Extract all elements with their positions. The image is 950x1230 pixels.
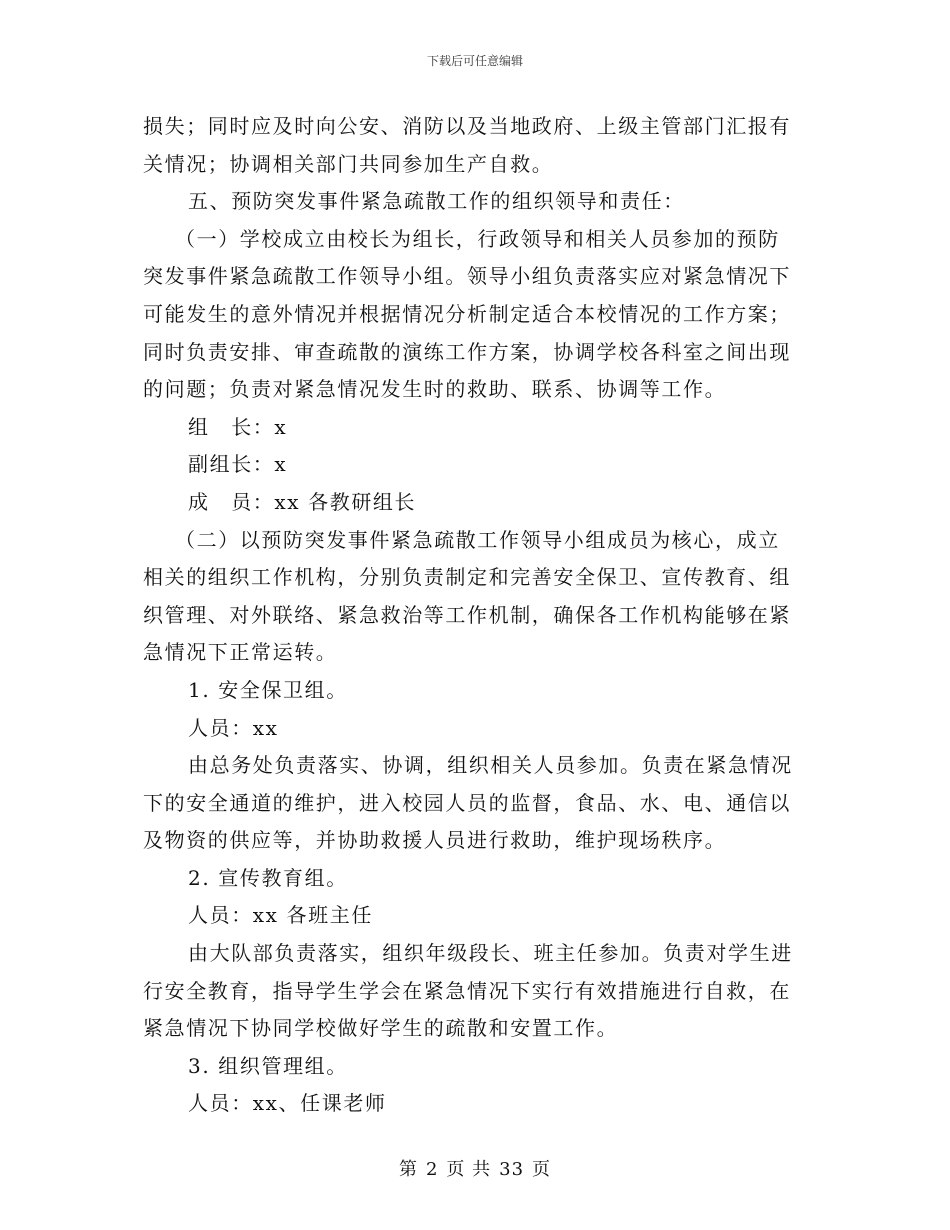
paragraph-line: 突发事件紧急疏散工作领导小组。领导小组负责落实应对紧急情况下 [143,264,791,289]
member-line: 副组长：x [188,452,288,477]
paragraph-line: 损失；同时应及时向公安、消防以及当地政府、上级主管部门汇报有 [143,114,791,138]
subsection-heading: 3. 组织管理组。 [188,1053,348,1078]
page-number-current: 2 [425,1159,439,1180]
paragraph-line: 由大队部负责落实，组织年级段长、班主任参加。负责对学生进 [188,941,793,966]
subsection-heading: 2. 宣传教育组。 [188,865,348,890]
paragraph-line: 紧急情况下协同学校做好学生的疏散和安置工作。 [143,1016,619,1041]
member-line: 人员：xx [188,715,279,740]
section-heading: 五、预防突发事件紧急疏散工作的组织领导和责任： [188,189,685,214]
member-line: 组 长：x [188,414,288,439]
paragraph-line: （一）学校成立由校长为组长，行政领导和相关人员参加的预防 [175,226,780,251]
member-line: 成 员：xx 各教研组长 [188,489,417,514]
paragraph-line: 由总务处负责落实、协调，组织相关人员参加。负责在紧急情况 [188,753,793,778]
subsection-heading: 1. 安全保卫组。 [188,677,348,702]
paragraph-line: 下的安全通道的维护，进入校园人员的监督，食品、水、电、通信以 [143,790,791,815]
paragraph-line: 可能发生的意外情况并根据情况分析制定适合本校情况的工作方案； [143,301,791,326]
member-line: 人员：xx 各班主任 [188,903,373,928]
paragraph-line: 同时负责安排、审查疏散的演练工作方案，协调学校各科室之间出现 [143,339,791,364]
page-mid: 页 共 [446,1159,492,1180]
page-prefix: 第 [398,1159,418,1180]
paragraph-line: 织管理、对外联络、紧急救治等工作机制，确保各工作机构能够在紧 [143,602,791,627]
page-number-total: 33 [499,1159,525,1180]
paragraph-line: 及物资的供应等，并协助救援人员进行救助，维护现场秩序。 [143,828,727,853]
document-body [143,108,803,1123]
page-header-note: 下载后可任意编辑 [426,54,523,68]
paragraph-line: 关情况；协调相关部门共同参加生产自救。 [143,151,554,176]
paragraph-line: （二）以预防突发事件紧急疏散工作领导小组成员为核心，成立 [175,527,780,552]
paragraph-line: 相关的组织工作机构，分别负责制定和完善安全保卫、宣传教育、组 [143,565,791,590]
paragraph-line: 行安全教育，指导学生学会在紧急情况下实行有效措施进行自救，在 [143,978,791,1003]
paragraph-line: 的问题；负责对紧急情况发生时的救助、联系、协调等工作。 [143,377,727,402]
page-footer [0,1155,950,1181]
paragraph-line: 急情况下正常运转。 [143,640,338,665]
member-line: 人员：xx、任课老师 [188,1091,387,1116]
page-suffix: 页 [532,1159,552,1180]
